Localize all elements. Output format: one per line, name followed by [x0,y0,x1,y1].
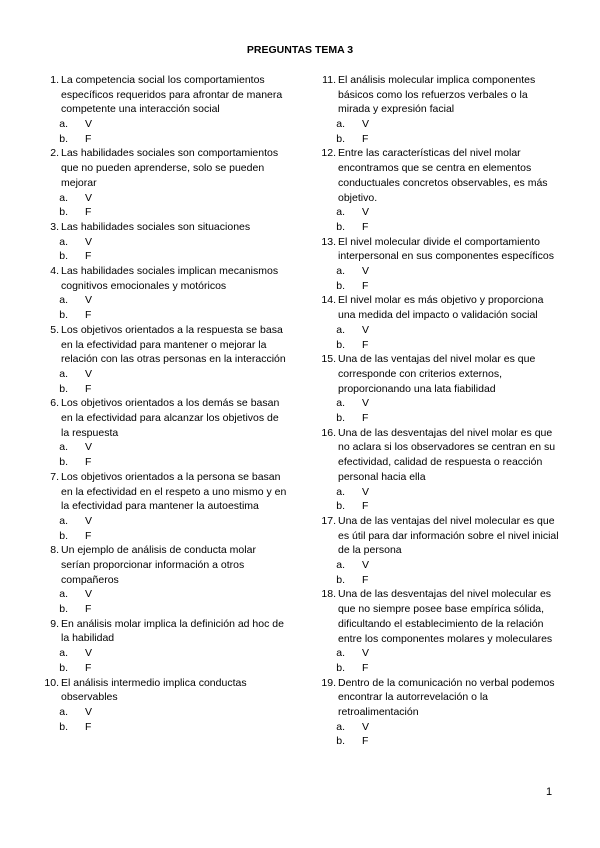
option-letter: b. [59,603,68,616]
option-letter: a. [336,265,345,278]
question-item [314,235,559,294]
question-number: 15. [321,353,336,366]
answer-option [37,117,287,132]
answer-option [37,293,287,308]
question-item [314,146,559,234]
option-letter: b. [59,661,68,674]
option-value: F [85,132,92,145]
option-letter: a. [59,235,68,248]
option-letter: a. [59,441,68,454]
option-letter: a. [59,647,68,660]
option-letter: b. [336,661,345,674]
question-number: 12. [321,147,336,160]
option-value: F [85,529,92,542]
answer-option [314,734,559,749]
option-value: V [362,118,370,131]
question-number: 14. [321,294,336,307]
option-letter: a. [336,323,345,336]
question-line [37,323,287,367]
answer-option [314,264,559,279]
question-text: Una de las ventajas del nivel molar es que corresponde con criterios externos, proporcionando una lata fiabilidad [338,353,536,395]
question-item [314,587,559,675]
option-letter: b. [59,720,68,733]
answer-option [37,661,287,676]
answer-option [314,499,559,514]
question-item [314,514,559,587]
question-text: Las habilidades sociales son situaciones [61,220,251,233]
option-letter: b. [336,220,345,233]
question-item [314,352,559,425]
option-letter: b. [336,412,345,425]
option-value: V [85,647,93,660]
option-letter: a. [336,118,345,131]
option-value: F [362,661,369,674]
option-value: F [85,720,92,733]
answer-option [314,411,559,426]
option-letter: a. [336,485,345,498]
option-letter: b. [59,309,68,322]
question-item [37,617,287,676]
question-item [37,264,287,323]
option-letter: b. [59,206,68,219]
option-value: V [85,441,93,454]
question-item [37,470,287,543]
option-value: V [85,294,93,307]
answer-option [37,308,287,323]
answer-option [314,117,559,132]
option-letter: b. [336,500,345,513]
answer-option [37,235,287,250]
question-line [37,470,287,514]
option-value: V [85,235,93,248]
question-item [37,220,287,264]
question-item [314,426,559,514]
option-letter: b. [59,529,68,542]
answer-option [37,529,287,544]
option-value: V [85,367,93,380]
option-value: F [85,456,92,469]
option-value: F [85,206,92,219]
option-value: V [362,397,370,410]
option-value: V [362,720,370,733]
option-letter: a. [59,294,68,307]
question-line [314,514,559,558]
question-number: 1. [50,74,59,86]
option-letter: a. [336,397,345,410]
question-line [37,676,287,705]
option-value: V [85,118,93,131]
option-value: V [362,265,370,278]
option-value: F [85,250,92,263]
answer-option [314,132,559,147]
option-value: F [362,279,369,292]
answer-option [37,646,287,661]
answer-option [37,367,287,382]
answer-option [314,220,559,235]
question-number: 11. [322,74,336,86]
option-letter: a. [336,206,345,219]
question-text: Las habilidades sociales implican mecanismos cognitivos emocionales y motóricos [61,265,279,292]
question-number: 2. [50,147,59,160]
answer-option [37,191,287,206]
question-line [37,220,287,235]
answer-option [314,205,559,220]
option-value: V [85,705,93,718]
question-number: 8. [50,544,59,557]
answer-option [314,338,559,353]
question-line [314,426,559,485]
question-text: Una de las ventajas del nivel molecular es que es útil para dar información sobre el nivel inicial de la persona [338,514,559,557]
answer-option [314,558,559,573]
question-text: En análisis molar implica la definición ad hoc de la habilidad [61,617,284,645]
answer-option [314,485,559,500]
option-letter: a. [336,720,345,733]
question-item [37,396,287,469]
option-value: V [85,588,93,601]
option-letter: b. [336,573,345,586]
option-letter: b. [336,338,345,351]
question-number: 7. [50,470,59,483]
answer-option [314,573,559,588]
question-number: 17. [321,514,336,527]
option-value: F [85,382,92,395]
option-letter: a. [59,367,68,380]
question-line [37,264,287,293]
answer-option [37,455,287,470]
answer-option [37,602,287,617]
option-value: F [85,603,92,616]
option-letter: a. [59,514,68,527]
question-line [314,587,559,646]
option-value: F [362,412,369,425]
option-value: V [362,206,370,219]
page-title: PREGUNTAS TEMA 3 [246,44,354,56]
question-line [37,146,287,190]
option-letter: a. [59,705,68,718]
option-letter: a. [59,588,68,601]
question-text: Entre las características del nivel molar encontramos que se centra en elementos conductuales concretos observables, es más objetivo. [338,147,548,204]
option-value: F [362,220,369,233]
option-letter: b. [336,279,345,292]
question-text: Una de las desventajas del nivel molar es que no aclara si los observadores se centran en su efectividad, calidad de respuesta o reacción personal hacia ella [338,426,556,483]
right-question-column [314,73,559,749]
option-value: F [362,500,369,513]
question-item [314,293,559,352]
question-text: El análisis intermedio implica conductas observables [61,676,247,704]
question-text: Las habilidades sociales son comportamientos que no pueden aprenderse, solo se pueden mejorar [61,147,279,189]
page-number: 1 [546,786,553,798]
question-line [314,73,559,117]
option-letter: b. [59,250,68,263]
answer-option [314,323,559,338]
answer-option [314,661,559,676]
answer-option [37,720,287,735]
question-item [37,323,287,396]
option-value: F [362,573,369,586]
option-letter: a. [59,191,68,204]
option-value: F [85,309,92,322]
option-value: V [362,323,370,336]
answer-option [37,705,287,720]
question-text: Un ejemplo de análisis de conducta molar serían proporcionar información a otros compañeros [61,544,256,586]
question-line [314,146,559,205]
question-text: Los objetivos orientados a la respuesta se basa en la efectividad para mantener o mejorar la relación con las otras personas en la interacción [61,323,286,366]
answer-option [314,720,559,735]
option-letter: b. [59,456,68,469]
option-letter: b. [59,132,68,145]
question-text: El nivel molar es más objetivo y proporciona una medida del impacto o validación social [338,294,544,322]
option-letter: b. [336,132,345,145]
question-item [314,73,559,146]
question-text: Dentro de la comunicación no verbal podemos encontrar la autorrevelación o la retroalimentación [338,676,555,718]
question-line [37,543,287,587]
option-value: F [362,338,369,351]
option-letter: a. [336,559,345,572]
option-value: F [85,661,92,674]
question-line [37,73,287,117]
option-letter: b. [59,382,68,395]
question-item [37,73,287,146]
question-number: 18. [321,588,336,601]
option-letter: b. [336,735,345,748]
question-text: Una de las desventajas del nivel molecular es que no siempre posee base empírica sólida, dificultando el establecimiento de la relación entre los componentes molares y moleculares [338,588,553,645]
answer-option [314,396,559,411]
option-letter: a. [336,647,345,660]
question-number: 5. [50,323,59,336]
question-item [314,676,559,749]
answer-option [37,587,287,602]
option-value: F [362,735,369,748]
option-letter: a. [59,118,68,131]
option-value: V [362,647,370,660]
question-line [314,352,559,396]
question-number: 10. [44,676,59,689]
question-line [37,396,287,440]
question-text: Los objetivos orientados a la persona se basan en la efectividad en el respeto a uno mismo y en la efectividad para mantener la autoestima [61,470,287,513]
question-number: 9. [50,617,59,630]
left-question-column [37,73,287,734]
question-number: 13. [321,235,336,248]
answer-option [314,279,559,294]
question-item [37,543,287,616]
question-text: El análisis molecular implica componentes básicos como los refuerzos verbales o la mirada y expresión facial [338,74,536,116]
question-line [314,235,559,264]
option-value: V [362,485,370,498]
answer-option [37,249,287,264]
answer-option [37,514,287,529]
question-item [37,676,287,735]
option-value: V [85,514,93,527]
question-text: El nivel molecular divide el comportamiento interpersonal en sus componentes específicos [338,235,554,263]
option-value: F [362,132,369,145]
question-text: Los objetivos orientados a los demás se basan en la efectividad para alcanzar los objetivos de la respuesta [61,397,280,439]
answer-option [314,646,559,661]
question-number: 19. [321,676,336,689]
answer-option [37,382,287,397]
question-item [37,146,287,219]
question-text: La competencia social los comportamientos específicos requeridos para afrontar de manera competente una interacción social [61,74,283,116]
question-number: 6. [50,397,59,410]
question-line [314,293,559,322]
answer-option [37,132,287,147]
question-line [314,676,559,720]
answer-option [37,205,287,220]
question-number: 3. [50,220,59,233]
answer-option [37,440,287,455]
question-line [37,617,287,646]
option-value: V [362,559,370,572]
question-number: 4. [50,265,59,278]
option-value: V [85,191,93,204]
question-number: 16. [321,426,336,439]
